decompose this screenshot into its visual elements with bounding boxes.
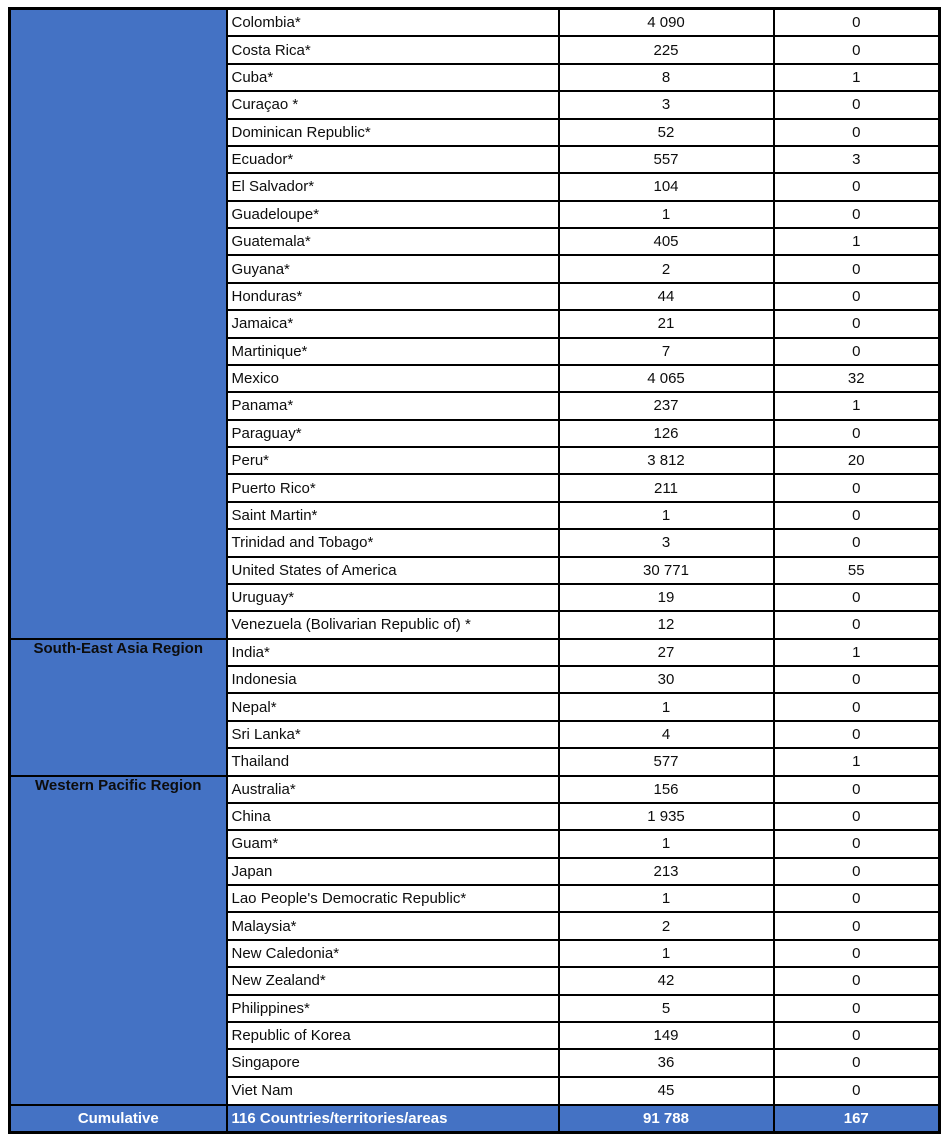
country-cell: Nepal* [227, 693, 559, 720]
cases-cell: 1 935 [559, 803, 774, 830]
cases-cell: 7 [559, 338, 774, 365]
country-cell: Honduras* [227, 283, 559, 310]
cases-cell: 2 [559, 912, 774, 939]
country-cell: United States of America [227, 557, 559, 584]
table-row [10, 776, 940, 803]
deaths-cell: 0 [774, 940, 940, 967]
deaths-cell: 0 [774, 529, 940, 556]
cases-cell: 45 [559, 1077, 774, 1105]
deaths-cell: 0 [774, 693, 940, 720]
cases-cell: 5 [559, 995, 774, 1022]
country-cell: Costa Rica* [227, 36, 559, 63]
country-cell: Australia* [227, 776, 559, 803]
cases-cell: 4 065 [559, 365, 774, 392]
cases-cell: 42 [559, 967, 774, 994]
deaths-cell: 0 [774, 338, 940, 365]
country-cell: Trinidad and Tobago* [227, 529, 559, 556]
country-cell: Republic of Korea [227, 1022, 559, 1049]
country-cell: Indonesia [227, 666, 559, 693]
country-cell: Jamaica* [227, 310, 559, 337]
region-cell: Western Pacific Region [10, 776, 227, 1105]
deaths-cell: 0 [774, 36, 940, 63]
deaths-cell: 0 [774, 502, 940, 529]
country-cell: Curaçao * [227, 91, 559, 118]
country-cell: Peru* [227, 447, 559, 474]
country-cell: Guatemala* [227, 228, 559, 255]
deaths-cell: 0 [774, 885, 940, 912]
cases-cell: 211 [559, 474, 774, 501]
cases-cell: 30 771 [559, 557, 774, 584]
deaths-cell: 1 [774, 392, 940, 419]
country-cell: Dominican Republic* [227, 119, 559, 146]
deaths-cell: 0 [774, 91, 940, 118]
cumulative-deaths: 167 [774, 1105, 940, 1133]
deaths-cell: 3 [774, 146, 940, 173]
country-cell: China [227, 803, 559, 830]
region-cell: South-East Asia Region [10, 639, 227, 776]
country-cell: Lao People's Democratic Republic* [227, 885, 559, 912]
cases-cell: 27 [559, 639, 774, 666]
cases-cell: 1 [559, 201, 774, 228]
deaths-cell: 0 [774, 255, 940, 282]
cases-cell: 577 [559, 748, 774, 775]
deaths-cell: 0 [774, 776, 940, 803]
country-cell: Paraguay* [227, 420, 559, 447]
deaths-cell: 0 [774, 912, 940, 939]
cases-cell: 1 [559, 502, 774, 529]
deaths-cell: 0 [774, 803, 940, 830]
region-cell [10, 9, 227, 639]
country-cell: Japan [227, 858, 559, 885]
deaths-cell: 32 [774, 365, 940, 392]
deaths-cell: 0 [774, 1049, 940, 1076]
cases-cell: 225 [559, 36, 774, 63]
table-footer [10, 1105, 940, 1133]
cases-cell: 21 [559, 310, 774, 337]
deaths-cell: 0 [774, 119, 940, 146]
situation-report-table [8, 7, 941, 1134]
cases-cell: 36 [559, 1049, 774, 1076]
country-cell: Guyana* [227, 255, 559, 282]
deaths-cell: 0 [774, 995, 940, 1022]
deaths-cell: 55 [774, 557, 940, 584]
deaths-cell: 0 [774, 611, 940, 638]
country-cell: Malaysia* [227, 912, 559, 939]
deaths-cell: 0 [774, 1077, 940, 1105]
country-cell: Cuba* [227, 64, 559, 91]
cases-cell: 4 090 [559, 9, 774, 37]
deaths-cell: 0 [774, 420, 940, 447]
cases-cell: 52 [559, 119, 774, 146]
country-cell: Singapore [227, 1049, 559, 1076]
cases-cell: 1 [559, 940, 774, 967]
country-cell: Guam* [227, 830, 559, 857]
cases-cell: 1 [559, 830, 774, 857]
country-cell: Uruguay* [227, 584, 559, 611]
cases-cell: 156 [559, 776, 774, 803]
cases-cell: 30 [559, 666, 774, 693]
table-row [10, 639, 940, 666]
cases-cell: 1 [559, 693, 774, 720]
country-cell: Puerto Rico* [227, 474, 559, 501]
country-cell: Viet Nam [227, 1077, 559, 1105]
country-cell: Sri Lanka* [227, 721, 559, 748]
country-cell: Saint Martin* [227, 502, 559, 529]
deaths-cell: 0 [774, 1022, 940, 1049]
cases-cell: 126 [559, 420, 774, 447]
deaths-cell: 0 [774, 584, 940, 611]
deaths-cell: 0 [774, 967, 940, 994]
deaths-cell: 0 [774, 721, 940, 748]
country-cell: Mexico [227, 365, 559, 392]
cases-cell: 3 [559, 91, 774, 118]
cases-cell: 8 [559, 64, 774, 91]
cases-cell: 149 [559, 1022, 774, 1049]
deaths-cell: 0 [774, 9, 940, 37]
cases-cell: 237 [559, 392, 774, 419]
country-cell: Panama* [227, 392, 559, 419]
country-cell: Thailand [227, 748, 559, 775]
cumulative-summary: 116 Countries/territories/areas [227, 1105, 559, 1133]
cases-cell: 3 [559, 529, 774, 556]
cases-cell: 3 812 [559, 447, 774, 474]
deaths-cell: 0 [774, 283, 940, 310]
table-body [10, 9, 940, 1105]
deaths-cell: 0 [774, 666, 940, 693]
deaths-cell: 0 [774, 310, 940, 337]
country-cell: New Caledonia* [227, 940, 559, 967]
country-cell: Ecuador* [227, 146, 559, 173]
cases-cell: 405 [559, 228, 774, 255]
cases-cell: 557 [559, 146, 774, 173]
cases-cell: 104 [559, 173, 774, 200]
deaths-cell: 0 [774, 858, 940, 885]
country-cell: Venezuela (Bolivarian Republic of) * [227, 611, 559, 638]
country-cell: El Salvador* [227, 173, 559, 200]
deaths-cell: 1 [774, 64, 940, 91]
country-cell: Philippines* [227, 995, 559, 1022]
cases-cell: 1 [559, 885, 774, 912]
cumulative-cases: 91 788 [559, 1105, 774, 1133]
cases-cell: 2 [559, 255, 774, 282]
country-cell: New Zealand* [227, 967, 559, 994]
country-cell: India* [227, 639, 559, 666]
deaths-cell: 0 [774, 173, 940, 200]
cases-cell: 12 [559, 611, 774, 638]
cases-cell: 4 [559, 721, 774, 748]
cumulative-label: Cumulative [10, 1105, 227, 1133]
country-cell: Guadeloupe* [227, 201, 559, 228]
cases-cell: 19 [559, 584, 774, 611]
cumulative-row [10, 1105, 940, 1133]
table-row [10, 9, 940, 37]
deaths-cell: 0 [774, 474, 940, 501]
deaths-cell: 0 [774, 201, 940, 228]
country-cell: Colombia* [227, 9, 559, 37]
deaths-cell: 1 [774, 748, 940, 775]
deaths-cell: 1 [774, 639, 940, 666]
deaths-cell: 20 [774, 447, 940, 474]
country-cell: Martinique* [227, 338, 559, 365]
deaths-cell: 0 [774, 830, 940, 857]
cases-cell: 44 [559, 283, 774, 310]
deaths-cell: 1 [774, 228, 940, 255]
cases-cell: 213 [559, 858, 774, 885]
